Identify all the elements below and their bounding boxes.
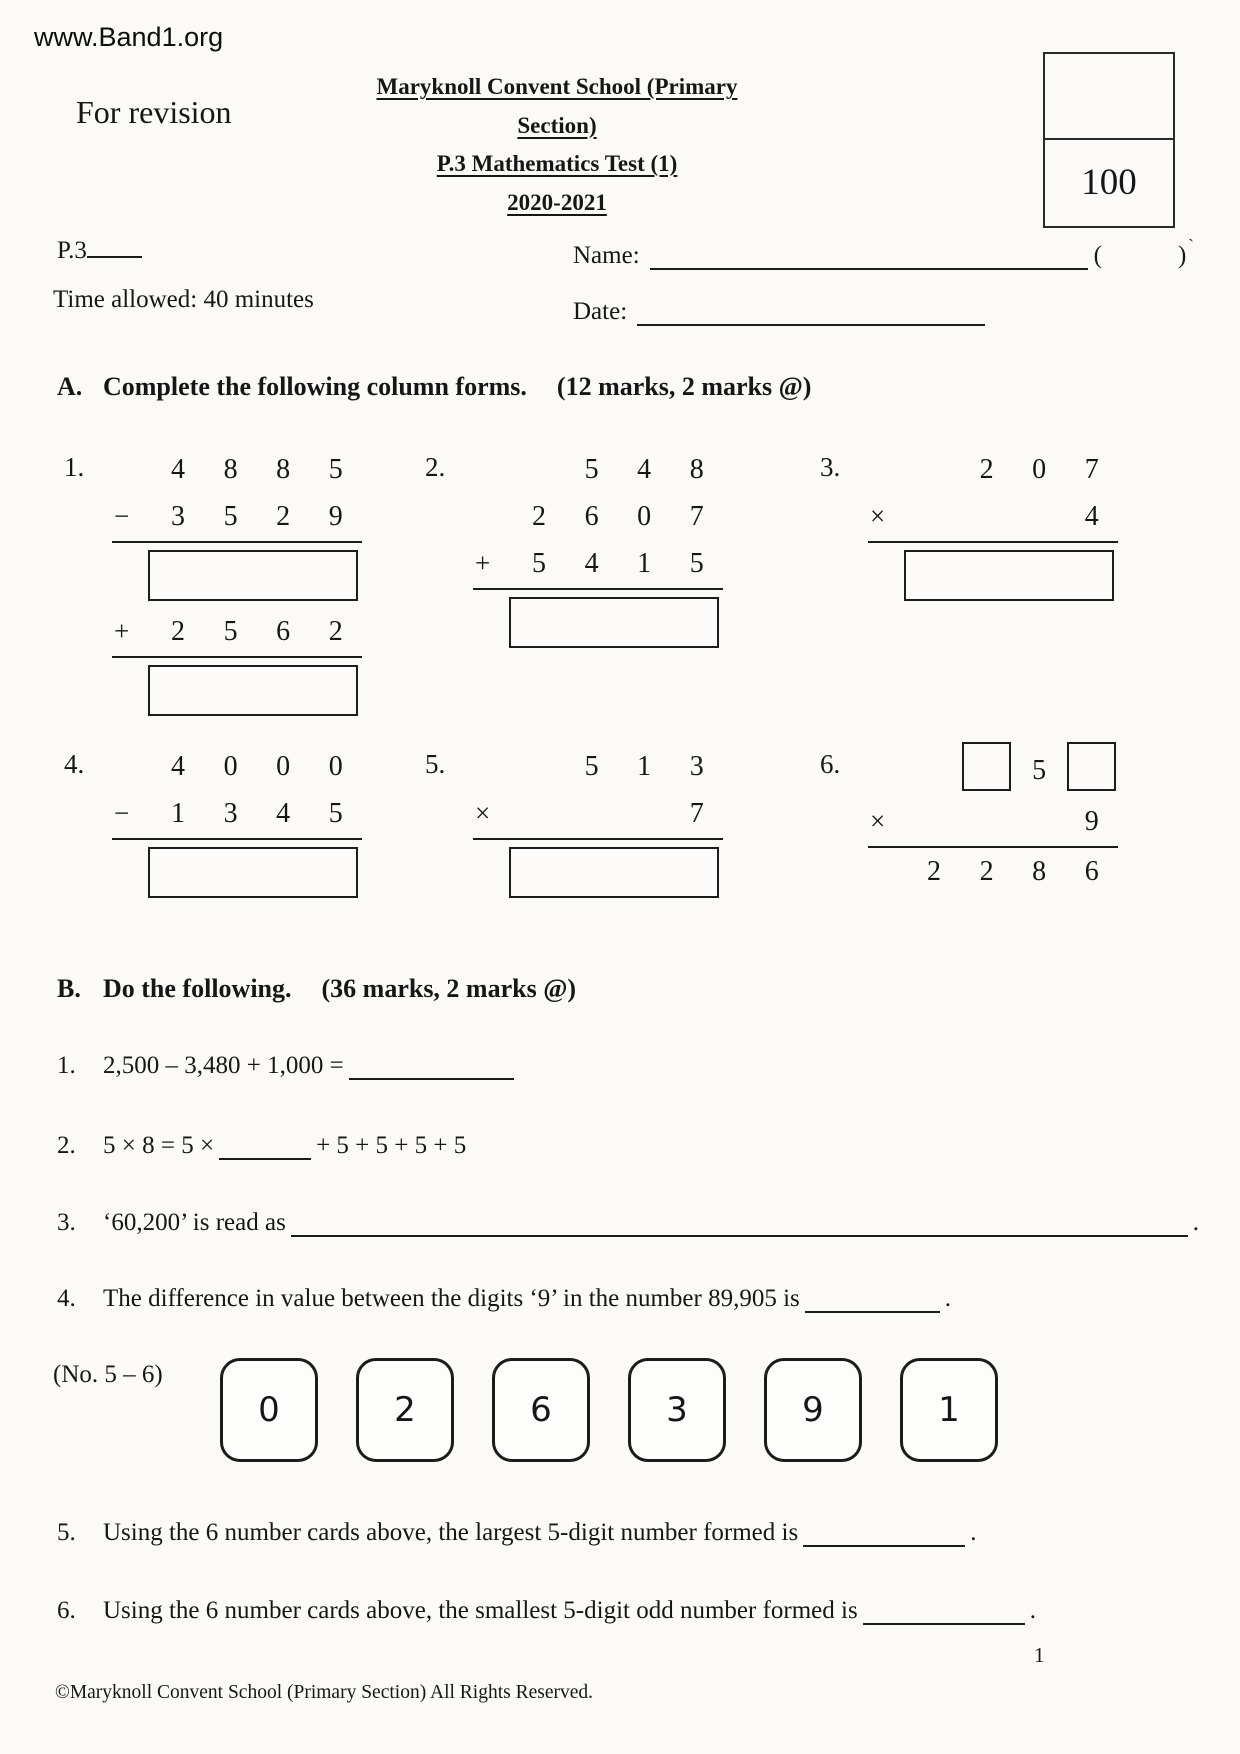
digit-cell: 9 [1084,805,1099,837]
cards-note: (No. 5 – 6) [53,1361,163,1388]
digit-cell: 6 [584,500,599,532]
name-paren-open: ( [1093,242,1102,269]
digit-cell: 4 [1084,500,1099,532]
digit-cell: 0 [1032,453,1047,485]
equals-rule [112,656,362,658]
section-b-header [57,974,576,1004]
digit-cell: 3 [223,797,238,829]
number-card-digit: 9 [802,1390,824,1430]
question-row [57,1281,1199,1313]
equals-rule [112,541,362,543]
question-text: ‘60,200’ is read as [103,1209,286,1236]
number-card [900,1358,998,1462]
digit-cell: 1 [170,797,185,829]
operator-sign: + [114,616,130,646]
date-row [573,294,985,326]
question-number: 1. [57,1052,76,1079]
answer-box [148,847,358,898]
answer-blank-line [219,1128,311,1160]
question-text: . [1029,1597,1036,1624]
number-card [492,1358,590,1462]
digit-cell: 4 [170,453,185,485]
school-name: Maryknoll Convent School (Primary Section) [376,74,738,138]
section-b-marks: (36 marks, 2 marks @) [321,974,577,1003]
question-row [57,1128,1199,1160]
digit-cell: 7 [689,797,704,829]
equals-rule [868,541,1118,543]
equals-rule [868,846,1118,848]
problem-number: 5. [425,749,446,779]
question-text: The difference in value between the digits ‘9’ in the number 89,905 is [103,1285,800,1312]
column-form-problem [473,446,723,655]
problem-number: 3. [820,452,841,482]
digit-cell: 8 [1032,855,1047,887]
digit-cell: 5 [689,547,704,579]
page-number: 1 [1034,1643,1045,1667]
question-row [57,1593,1199,1625]
operator-sign: − [114,798,130,828]
digit-row [868,446,1118,493]
digit-cell: 4 [276,797,291,829]
answer-blank-line [863,1593,1025,1625]
answer-box [904,550,1114,601]
digit-row [112,608,362,655]
equals-rule [473,838,723,840]
digit-cell: 8 [689,453,704,485]
question-text: 2,500 – 3,480 + 1,000 = [103,1052,344,1079]
equals-rule [112,838,362,840]
digit-cell: 4 [170,750,185,782]
time-allowed: Time allowed: 40 minutes [53,286,314,313]
section-a-header [57,372,811,402]
digit-row [868,798,1118,845]
name-label: Name: [573,242,640,269]
question-number: 5. [57,1519,76,1546]
class-blank-line [87,228,142,258]
column-form-problem [473,743,723,905]
digit-cell: 9 [328,500,343,532]
section-a-title: Complete the following column forms. [103,372,527,401]
number-card-digit: 6 [530,1390,552,1430]
section-a-label: A. [57,372,83,401]
problem-number: 4. [64,749,85,779]
problem-number: 6. [820,749,841,779]
class-prefix: P.3 [57,237,87,264]
score-box-total: 100 [1081,162,1137,203]
number-cards-row [220,1358,998,1462]
answer-blank-line [291,1205,1188,1237]
digit-row [112,790,362,837]
digit-cell: 5 [1032,754,1047,786]
answer-box [148,550,358,601]
digit-row [473,743,723,790]
question-row [57,1515,1199,1547]
question-number: 6. [57,1597,76,1624]
operator-sign: × [870,806,886,836]
digit-cell: 0 [276,750,291,782]
title-block [347,68,767,222]
question-number: 4. [57,1285,76,1312]
digit-cell: 5 [223,500,238,532]
digit-cell: 2 [979,855,994,887]
missing-digit-cell [1065,742,1118,799]
date-blank-line [637,294,985,326]
school-year: 2020-2021 [507,189,607,215]
section-b-title: Do the following. [103,974,292,1003]
digit-row [112,743,362,790]
digit-row [473,446,723,493]
question-row [57,1205,1199,1237]
digit-row [868,743,1118,798]
digit-row [112,493,362,540]
digit-cell: 1 [637,750,652,782]
name-row [573,238,1194,270]
answer-box [148,665,358,716]
problem-number: 1. [64,452,85,482]
digit-cell: 7 [1084,453,1099,485]
operator-sign: × [475,798,491,828]
date-label: Date: [573,298,628,325]
name-blank-line [650,238,1088,270]
column-form-problem [112,446,362,723]
digit-cell: 0 [637,500,652,532]
digit-cell: 1 [637,547,652,579]
test-title: P.3 Mathematics Test (1) [436,151,678,176]
digit-cell: 7 [689,500,704,532]
digit-cell: 5 [223,615,238,647]
digit-cell: 2 [170,615,185,647]
digit-cell: 0 [328,750,343,782]
digit-cell: 2 [979,453,994,485]
digit-cell: 2 [328,615,343,647]
question-number: 2. [57,1132,76,1159]
answer-blank-line [805,1281,940,1313]
number-card-digit: 2 [394,1390,416,1430]
question-text: . [944,1285,952,1312]
question-text: . [970,1519,977,1546]
name-paren-close: ) [1177,242,1187,269]
answer-box [509,847,719,898]
digit-cell: 5 [531,547,546,579]
problem-number: 2. [425,452,446,482]
number-card-digit: 1 [938,1390,960,1430]
revision-note: For revision [76,94,232,130]
section-b-label: B. [57,974,81,1003]
class-row [57,228,142,265]
digit-cell: 5 [584,750,599,782]
digit-row [112,446,362,493]
copyright-footer: ©Maryknoll Convent School (Primary Section) All Rights Reserved. [55,1682,594,1703]
question-text: . [1192,1209,1199,1236]
score-box [1043,52,1175,228]
digit-row [868,848,1118,895]
answer-blank-line [803,1515,965,1547]
digit-cell: 4 [637,453,652,485]
digit-cell: 6 [1084,855,1099,887]
watermark-url: www.Band1.org [34,22,224,52]
digit-cell: 8 [276,453,291,485]
question-number: 3. [57,1209,76,1236]
missing-digit-box [962,742,1011,791]
digit-cell: 5 [328,453,343,485]
number-card-digit: 3 [666,1390,688,1430]
class-number-gap [1102,240,1172,270]
section-a-marks: (12 marks, 2 marks @) [556,372,812,401]
digit-cell: 5 [584,453,599,485]
operator-sign: × [870,501,886,531]
digit-row [473,790,723,837]
digit-row [868,493,1118,540]
missing-digit-box [1067,742,1116,791]
answer-box [509,597,719,648]
digit-cell: 4 [584,547,599,579]
operator-sign: − [114,501,130,531]
digit-cell: 2 [531,500,546,532]
question-text: Using the 6 number cards above, the largest 5-digit number formed is [103,1519,799,1546]
question-row [57,1048,1199,1080]
digit-cell: 2 [926,855,941,887]
number-card [356,1358,454,1462]
score-box-blank-cell [1045,54,1173,140]
digit-row [473,493,723,540]
number-card [628,1358,726,1462]
number-card-digit: 0 [258,1390,280,1430]
stray-tick-mark: ` [1188,236,1194,255]
answer-blank-line [349,1048,514,1080]
question-text: Using the 6 number cards above, the smallest 5-digit odd number formed is [103,1597,858,1624]
number-card [220,1358,318,1462]
digit-cell: 8 [223,453,238,485]
number-card [764,1358,862,1462]
question-text: 5 × 8 = 5 × [103,1132,215,1159]
digit-cell: 5 [328,797,343,829]
missing-digit-cell [960,742,1013,799]
column-form-problem [868,446,1118,608]
digit-cell: 0 [223,750,238,782]
operator-sign: + [475,548,491,578]
column-form-problem [112,743,362,905]
question-text: + 5 + 5 + 5 + 5 [316,1132,467,1159]
digit-cell: 3 [170,500,185,532]
digit-row [473,540,723,587]
digit-cell: 3 [689,750,704,782]
equals-rule [473,588,723,590]
column-form-problem [868,743,1118,895]
digit-cell: 6 [276,615,291,647]
digit-cell: 2 [276,500,291,532]
